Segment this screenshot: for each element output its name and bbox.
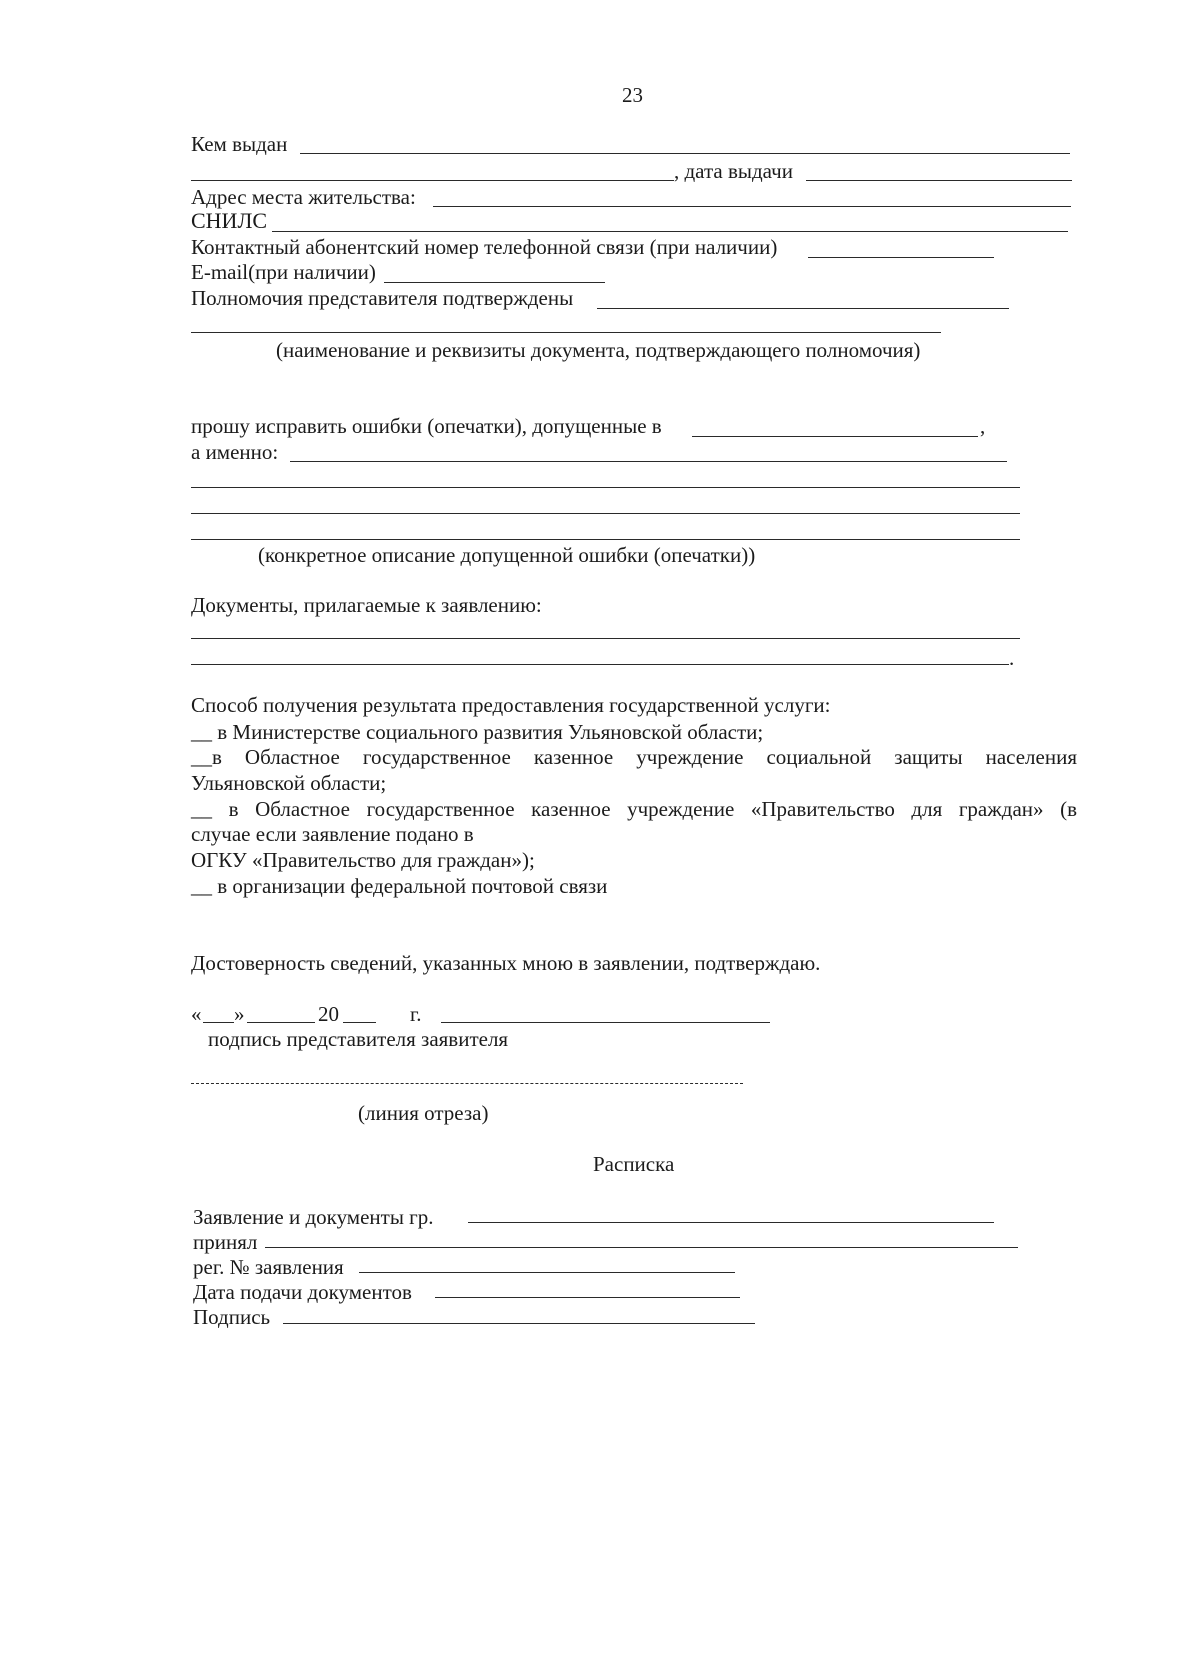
date-year-suffix: г. [410, 1002, 422, 1026]
receipt-date-label: Дата подачи документов [193, 1280, 412, 1304]
request-comma: , [980, 414, 986, 438]
receipt-from-label: Заявление и документы гр. [193, 1205, 434, 1229]
method-option-government-for-citizens: __ в Областное государственное казенное учреждение «Правительство для граждан» (в [191, 797, 1077, 821]
date-month-line[interactable] [247, 1022, 315, 1023]
receipt-accepted-label: принял [193, 1230, 258, 1254]
cut-line [191, 1083, 743, 1084]
method-option-social-protection-cont: Ульяновской области; [191, 771, 387, 795]
receipt-reg-no-label: рег. № заявления [193, 1255, 344, 1279]
address-line[interactable] [433, 206, 1071, 207]
signature-caption: подпись представителя заявителя [208, 1027, 509, 1051]
issued-by-label: Кем выдан [191, 132, 288, 156]
error-description-line-2[interactable] [191, 513, 1020, 514]
receipt-signature-line[interactable] [283, 1323, 755, 1324]
method-option-post: __ в организации федеральной почтовой связи [191, 874, 608, 898]
email-line[interactable] [384, 282, 605, 283]
method-heading: Способ получения результата предоставления государственной услуги: [191, 693, 831, 717]
authority-line-2[interactable] [191, 332, 941, 333]
namely-line[interactable] [290, 461, 1007, 462]
authority-caption: (наименование и реквизиты документа, подтверждающего полномочия) [276, 338, 921, 362]
receipt-reg-no-line[interactable] [359, 1272, 735, 1273]
snils-line[interactable] [272, 231, 1068, 232]
error-description-caption: (конкретное описание допущенной ошибки (опечатки)) [258, 543, 756, 567]
issued-by-line[interactable] [300, 153, 1070, 154]
issue-date-label: , дата выдачи [674, 159, 793, 183]
phone-line[interactable] [808, 257, 994, 258]
authority-line[interactable] [597, 308, 1009, 309]
date-year-line[interactable] [343, 1022, 376, 1023]
documents-period: . [1009, 646, 1015, 670]
request-text: прошу исправить ошибки (опечатки), допущенные в [191, 414, 662, 438]
method-option-government-for-citizens-cont-2: ОГКУ «Правительство для граждан»); [191, 848, 535, 872]
receipt-date-line[interactable] [435, 1297, 740, 1298]
method-option-ministry: __ в Министерстве социального развития Ульяновской области; [191, 720, 764, 744]
documents-line-2[interactable] [191, 664, 1009, 665]
address-label: Адрес места жительства: [191, 185, 416, 209]
authority-label: Полномочия представителя подтверждены [191, 286, 574, 310]
date-quote-close: » [234, 1002, 245, 1026]
method-option-social-protection: __в Областное государственное казенное учреждение социальной защиты населения [191, 745, 1077, 769]
documents-label: Документы, прилагаемые к заявлению: [191, 593, 542, 617]
request-document-line[interactable] [692, 436, 978, 437]
receipt-title: Расписка [593, 1152, 675, 1176]
date-year-prefix: 20 [318, 1002, 339, 1026]
phone-label: Контактный абонентский номер телефонной связи (при наличии) [191, 235, 778, 259]
snils-label: СНИЛС [191, 208, 268, 233]
error-description-line-1[interactable] [191, 487, 1020, 488]
namely-label: а именно: [191, 440, 279, 464]
issued-by-line-2[interactable] [191, 180, 674, 181]
date-quote-open: « [191, 1002, 202, 1026]
method-option-government-for-citizens-cont: случае если заявление подано в [191, 822, 474, 846]
page-number: 23 [622, 83, 643, 107]
receipt-from-line[interactable] [468, 1222, 994, 1223]
date-day-line[interactable] [203, 1022, 234, 1023]
confirmation-text: Достоверность сведений, указанных мною в заявлении, подтверждаю. [191, 951, 821, 975]
signature-line[interactable] [441, 1022, 770, 1023]
issue-date-line[interactable] [806, 180, 1072, 181]
receipt-accepted-line[interactable] [265, 1247, 1018, 1248]
cut-line-caption: (линия отреза) [358, 1101, 489, 1125]
documents-line-1[interactable] [191, 638, 1020, 639]
error-description-line-3[interactable] [191, 539, 1020, 540]
receipt-signature-label: Подпись [193, 1305, 271, 1329]
email-label: E-mail(при наличии) [191, 260, 376, 284]
